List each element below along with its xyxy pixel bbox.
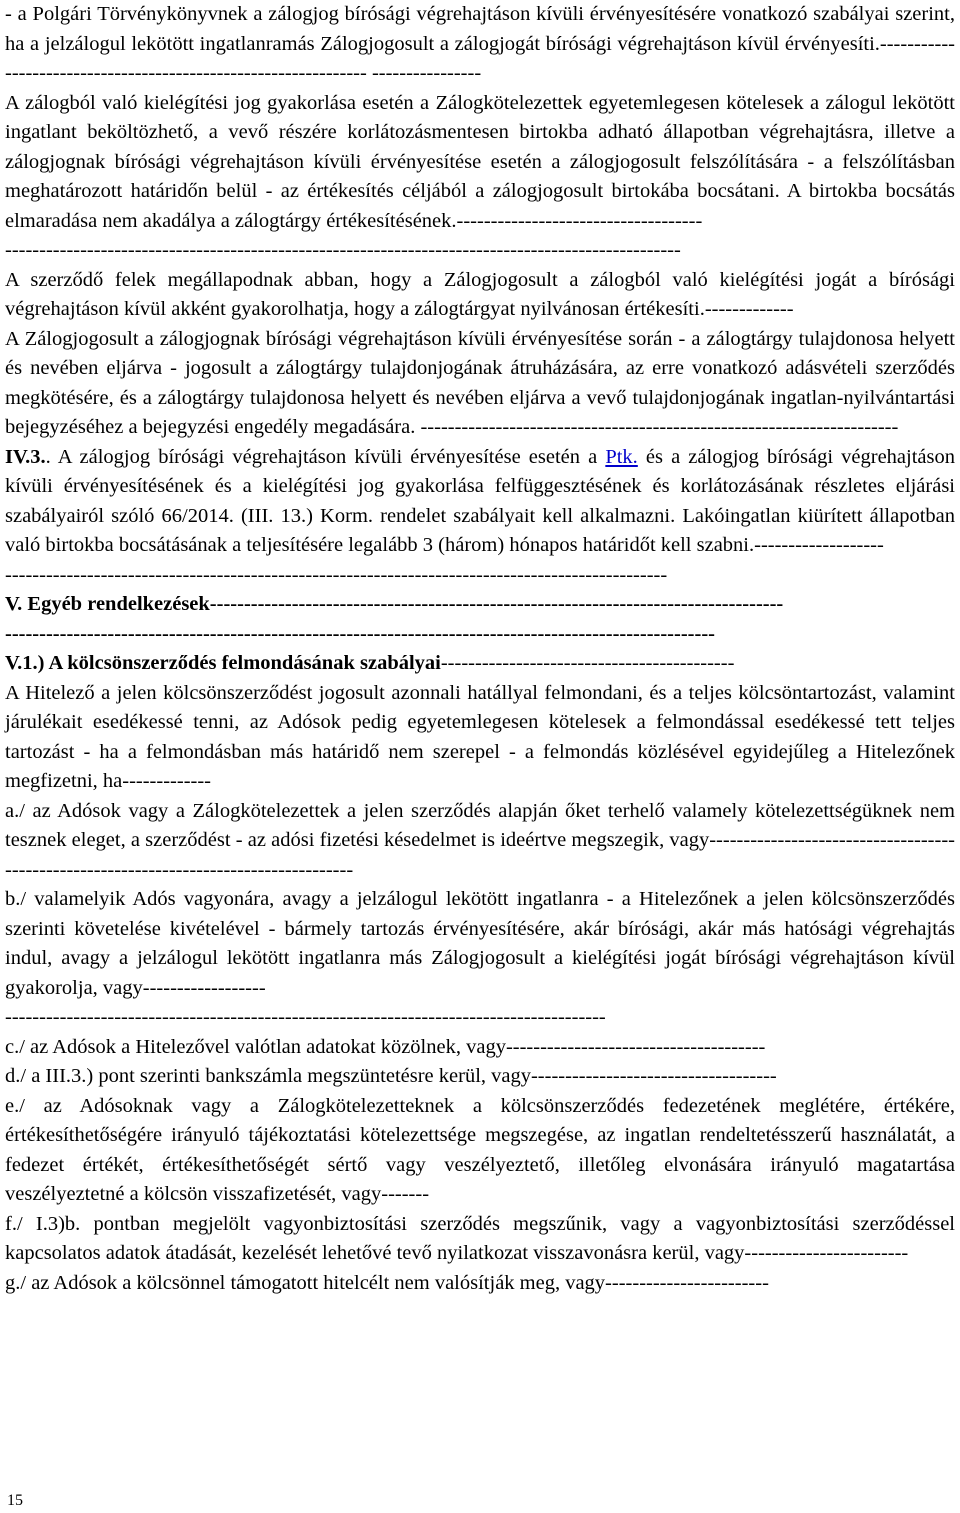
document-page	[5, 0, 955, 1298]
section-iv3-heading: IV.3.	[5, 445, 46, 468]
list-item-d: d./ a III.3.) pont szerinti bankszámla megszüntetésre kerül, vagy------------------------------------	[5, 1065, 777, 1087]
separator-dashes: ---------------------------------------------------------------------------------------------------	[5, 239, 681, 261]
separator-dashes: ----------------------------------------------------------------------------------------	[5, 1006, 606, 1028]
paragraph-termination: A Hitelező a jelen kölcsönszerződést jogosult azonnali hatállyal felmondani, és a teljes kölcsöntartozást, valamint járulékait esedékessé tenni, az Adósok pedig egyetemlegesen kötelesek a felmondással esedékessé tett teljes tartozást - ha a felmondásban más határidő nem szerepel - a felmondás közlésével egyidejűleg a Hitelezőnek megfizetni, ha-------------	[5, 681, 955, 792]
page-number: 15	[7, 1492, 23, 1509]
section-v1-heading: V.1.) A kölcsönszerződés felmondásának szabályai	[5, 652, 441, 674]
paragraph-iv3	[5, 443, 955, 561]
paragraph-possession-obligation: A zálogból való kielégítési jog gyakorlása esetén a Zálogkötelezettek egyetemlegesen kötelesek a zálogul lekötött ingatlant beköltözhető, a vevő részére korlátozásmentesen birtokba adható állapotban végrehajtásra, illetve a zálogjognak bírósági végrehajtáson kívüli érvényesítése esetén a zálogjogosult felszólítására - a felszólításban meghatározott határidőn belül - az értékesítés céljából a zálogjogosult birtokába bocsátani. A birtokba bocsátás elmaradása nem akadálya a zálogtárgy értékesítésének.------------------------------------	[5, 91, 955, 232]
section-v1-heading-line	[5, 649, 955, 679]
list-item-e: e./ az Adósoknak vagy a Zálogkötelezetteknek a kölcsönszerződés fedezetének meglétére, értékére, értékesíthetőségére irányuló tájékoztatási kötelezettsége megszegése, az ingatlan rendeltetésszerű használatát, a fedezet értékét, értékesíthetőségét sértő vagy veszélyeztető, illetőleg elvonására irányuló magatartása veszélyeztetné a kölcsön visszafizetését, vagy-------	[5, 1094, 955, 1205]
paragraph-iv3-text-a: . A zálogjog bírósági végrehajtáson kívüli érvényesítése esetén a	[45, 445, 606, 468]
section-v-heading: V. Egyéb rendelkezések------------------------------------------------------------------------------------	[5, 593, 784, 615]
list-item-g: g./ az Adósok a kölcsönnel támogatott hitelcélt nem valósítják meg, vagy------------------------	[5, 1271, 769, 1294]
paragraph-ptk-enforcement: - a Polgári Törvénykönyvnek a zálogjog bírósági végrehajtáson kívüli érvényesítésére vonatkozó szabályai szerint, ha a jelzálogul lekötött ingatlanramás Zálogjogosult a zálogjogát bírósági végrehajtáson kívül érvényesíti.---------------------------------------------------------------- ----------------	[5, 3, 955, 84]
section-v1-dashes: -------------------------------------------	[440, 652, 735, 674]
separator-dashes-bold: --------------------------------------------------------------------------------------------------------	[5, 622, 715, 645]
list-item-b: b./ valamelyik Adós vagyonára, avagy a jelzálogul lekötött ingatlanra - a Hitelezőnek a jelen kölcsönszerződés szerinti követelése kivételével - bármely tartozás érvényesítésére, akár bírósági, akár más hatósági végrehajtás indul, avagy a jelzálogul lekötött ingatlanra más Zálogjogosult a kielégítési jogát bírósági végrehajtáson kívül gyakorolja, vagy------------------	[5, 888, 955, 999]
separator-dashes: -------------------------------------------------------------------------------------------------	[5, 563, 668, 586]
ptk-link[interactable]: Ptk.	[605, 445, 638, 468]
paragraph-iv3-text-b: és a zálogjog bírósági végrehajtáson kívüli érvényesítésének és a kielégítési jog gyakorlása felfüggesztésének és korlátozásának részletes eljárási szabályairól szóló 66/2014. (III. 13.) Korm. rendelet szabályait kell alkalmazni. Lakóingatlan kiürített állapotban való birtokba bocsátásának a teljesítésére legalább 3 (három) hónapos határidőt kell szabni.-------------------	[5, 445, 955, 556]
paragraph-ownership-transfer: A Zálogjogosult a zálogjognak bírósági végrehajtáson kívüli érvényesítése során - a zálogtárgy tulajdonosa helyett és nevében eljárva - jogosult a zálogtárgy tulajdonjogának átruházására, az erre vonatkozó adásvételi szerződés megkötésére, és a zálogtárgy tulajdonosa helyett és nevében eljárva a vevő tulajdonjogának ingatlan-nyilvántartási bejegyzéséhez a bejegyzési engedély megadására. ----------------------------------------------------------------------	[5, 327, 955, 438]
paragraph-public-sale: A szerződő felek megállapodnak abban, hogy a Zálogjogosult a zálogból való kielégítési jogát a bírósági végrehajtáson kívül akként gyakorolhatja, hogy a zálogtárgyat nyilvánosan értékesíti.-------------	[5, 268, 955, 320]
list-item-a: a./ az Adósok vagy a Zálogkötelezettek a jelen szerződés alapján őket terhelő valamely kötelezettségüknek nem tesznek eleget, a szerződést - az adósi fizetési késedelmet is ideértve megszegik, vagy---------------------------------------------------------------------------------------	[5, 799, 955, 881]
list-item-c: c./ az Adósok a Hitelezővel valótlan adatokat közölnek, vagy--------------------------------------	[5, 1035, 766, 1058]
list-item-f: f./ I.3)b. pontban megjelölt vagyonbiztosítási szerződés megszűnik, vagy a vagyonbiztosítási szerződéssel kapcsolatos adatok átadását, kezelését lehetővé tevő nyilatkozat visszavonásra kerül, vagy------------------------	[5, 1212, 955, 1264]
